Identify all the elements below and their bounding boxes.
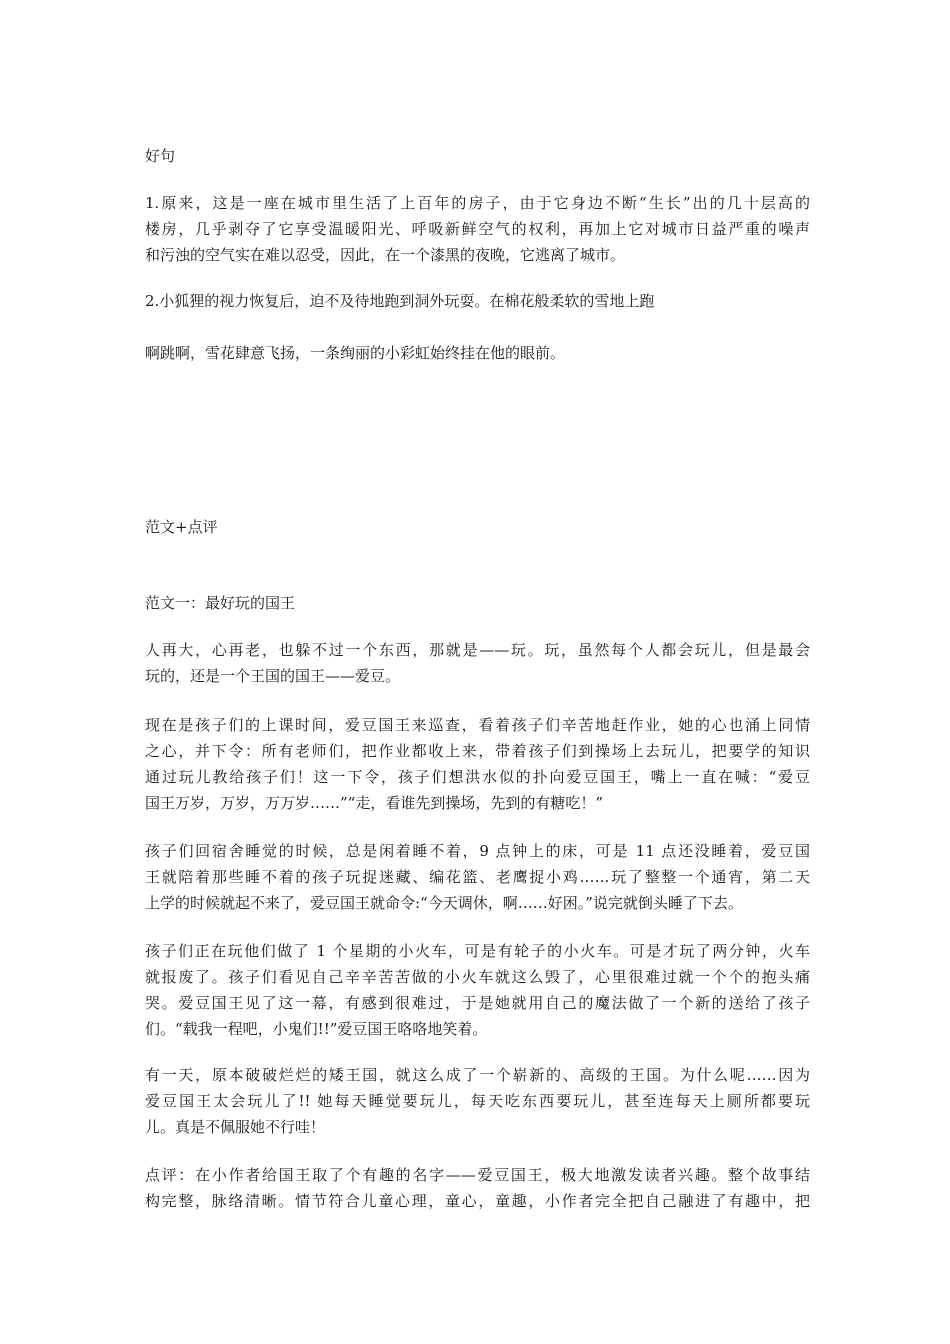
essay-title: 范文一：最好玩的国王 (145, 594, 296, 612)
good-sentence-2-continuation (145, 340, 810, 366)
text-line: 爱豆国王太会玩儿了!! 她每天睡觉要玩儿，每天吃东西要玩儿，甚至连每天上厕所都要玩 (145, 1092, 810, 1110)
essay-paragraph-4 (145, 938, 810, 1042)
essay-paragraph-5 (145, 1062, 810, 1140)
text-line: 上学的时候就起不来了，爱豆国王就命令:“今天调休，啊……好困。”说完就倒头睡了下去。 (145, 894, 743, 912)
text-line: 孩子们正在玩他们做了 1 个星期的小火车，可是有轮子的小火车。可是才玩了两分钟，火车 (145, 942, 810, 960)
section-title-essay: 范文+点评 (145, 518, 218, 536)
text-line: 现在是孩子们的上课时间，爱豆国王来巡查，看着孩子们辛苦地赶作业，她的心也涌上同情 (145, 716, 810, 734)
good-sentence-1 (145, 190, 810, 268)
text-line: 啊跳啊，雪花肆意飞扬，一条绚丽的小彩虹始终挂在他的眼前。 (145, 344, 566, 362)
text-line: 1.原来，这是一座在城市里生活了上百年的房子，由于它身边不断“生长”出的几十层高的 (145, 194, 810, 212)
text-line: 2.小狐狸的视力恢复后，迫不及待地跑到洞外玩耍。在棉花般柔软的雪地上跑 (145, 292, 655, 310)
text-line: 儿。真是不佩服她不行哇！ (145, 1118, 326, 1136)
text-line: 孩子们回宿舍睡觉的时候，总是闲着睡不着，9 点钟上的床，可是 11 点还没睡着，爱豆国 (145, 842, 810, 860)
text-line: 就报废了。孩子们看见自己辛辛苦苦做的小火车就这么毁了，心里很难过就一个个的抱头痛 (145, 968, 810, 986)
essay-paragraph-1 (145, 637, 810, 689)
text-line: 有一天，原本破破烂烂的矮王国，就这么成了一个崭新的、高级的王国。为什么呢……因为 (145, 1066, 810, 1084)
essay-comment (145, 1162, 810, 1214)
essay-paragraph-3 (145, 838, 810, 916)
section-title-good-sentences: 好句 (145, 147, 176, 165)
text-line: 之心，并下令：所有老师们，把作业都收上来，带着孩子们到操场上去玩儿，把要学的知识 (145, 742, 810, 760)
text-line: 们。“载我一程吧，小鬼们!!”爱豆国王咯咯地笑着。 (145, 1020, 488, 1038)
text-line: 通过玩儿教给孩子们！这一下令，孩子们想洪水似的扑向爱豆国王，嘴上一直在喊：“爱豆 (145, 768, 810, 786)
essay-paragraph-2 (145, 712, 810, 816)
text-line: 哭。爱豆国王见了这一幕，有感到很难过，于是她就用自己的魔法做了一个新的送给了孩子 (145, 994, 810, 1012)
text-line: 点评：在小作者给国王取了个有趣的名字——爱豆国王，极大地激发读者兴趣。整个故事结 (145, 1166, 810, 1184)
text-line: 楼房，几乎剥夺了它享受温暖阳光、呼吸新鲜空气的权利，再加上它对城市日益严重的噪声 (145, 220, 810, 238)
text-line: 构完整，脉络清晰。情节符合儿童心理，童心，童趣，小作者完全把自己融进了有趣中，把 (145, 1192, 810, 1210)
text-line: 国王万岁，万岁，万万岁……”“走，看谁先到操场，先到的有糖吃！” (145, 794, 604, 812)
text-line: 玩的，还是一个王国的国王——爱豆。 (145, 667, 401, 685)
text-line: 人再大，心再老，也躲不过一个东西，那就是——玩。玩，虽然每个人都会玩儿，但是最会 (145, 641, 810, 659)
text-line: 和污浊的空气实在难以忍受，因此，在一个漆黑的夜晚，它逃离了城市。 (145, 246, 626, 264)
good-sentence-2 (145, 288, 810, 314)
text-line: 王就陪着那些睡不着的孩子玩捉迷藏、编花篮、老鹰捉小鸡……玩了整整一个通宵，第二天 (145, 868, 810, 886)
